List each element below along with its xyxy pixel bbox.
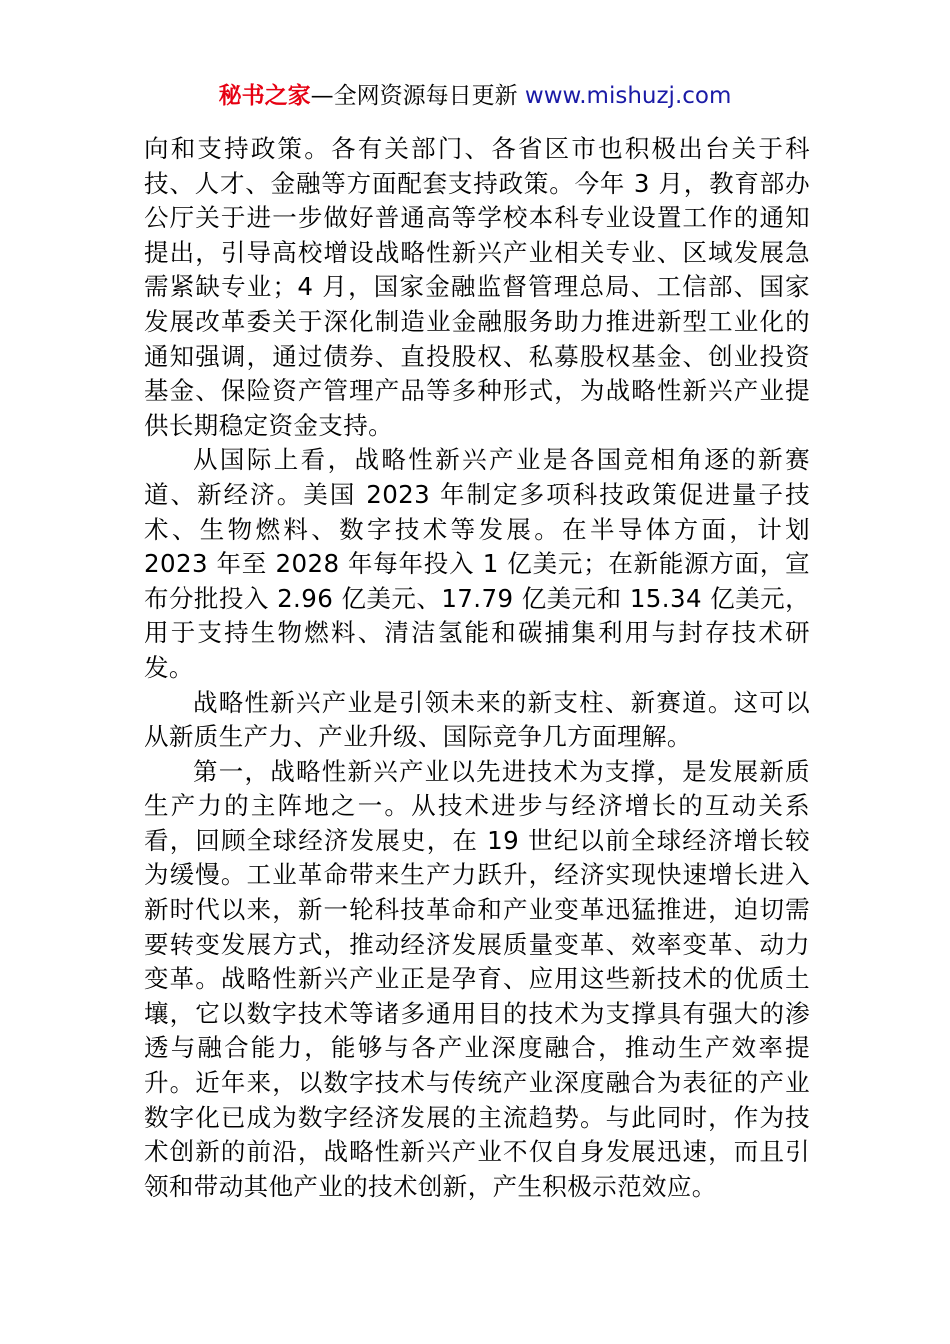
site-tagline: —全网资源每日更新	[310, 83, 525, 109]
site-header	[0, 80, 950, 112]
article-body	[144, 132, 810, 1204]
paragraph-international: 从国际上看，战略性新兴产业是各国竞相角逐的新赛道、新经济。美国 2023 年制定多项科技政策促进量子技术、生物燃料、数字技术等发展。在半导体方面，计划 2023 年至 2028 年每年投入 1 亿美元；在新能源方面，宣布分批投入 2.96 亿美元、17.79 亿美元和 15.34 亿美元，用于支持生物燃料、清洁氢能和碳捕集利用与封存技术研发。	[144, 445, 810, 682]
site-url-link[interactable]: www.mishuzj.com	[524, 83, 732, 109]
paragraph-first-point: 第一，战略性新兴产业以先进技术为支撑，是发展新质生产力的主阵地之一。从技术进步与经济增长的互动关系看，回顾全球经济发展史，在 19 世纪以前全球经济增长较为缓慢。工业革命带来生产力跃升，经济实现快速增长进入新时代以来，新一轮科技革命和产业变革迅猛推进，迫切需要转变发展方式，推动经济发展质量变革、效率变革、动力变革。战略性新兴产业正是孕育、应用这些新技术的优质土壤，它以数字技术等诸多通用目的技术为支撑具有强大的渗透与融合能力，能够与各产业深度融合，推动生产效率提升。近年来，以数字技术与传统产业深度融合为表征的产业数字化已成为数字经济发展的主流趋势。与此同时，作为技术创新的前沿，战略性新兴产业不仅自身发展迅速，而且引领和带动其他产业的技术创新，产生积极示范效应。	[144, 756, 810, 1201]
paragraph-new-pillar: 战略性新兴产业是引领未来的新支柱、新赛道。这可以从新质生产力、产业升级、国际竞争几方面理解。	[144, 687, 810, 752]
site-brand: 秘书之家	[218, 83, 311, 109]
paragraph-continued: 向和支持政策。各有关部门、各省区市也积极出台关于科技、人才、金融等方面配套支持政策。今年 3 月，教育部办公厅关于进一步做好普通高等学校本科专业设置工作的通知提出，引导高校增设战略性新兴产业相关专业、区域发展急需紧缺专业；4 月，国家金融监督管理总局、工信部、国家发展改革委关于深化制造业金融服务助力推进新型工业化的通知强调，通过债券、直投股权、私募股权基金、创业投资基金、保险资产管理产品等多种形式，为战略性新兴产业提供长期稳定资金支持。	[144, 134, 810, 440]
